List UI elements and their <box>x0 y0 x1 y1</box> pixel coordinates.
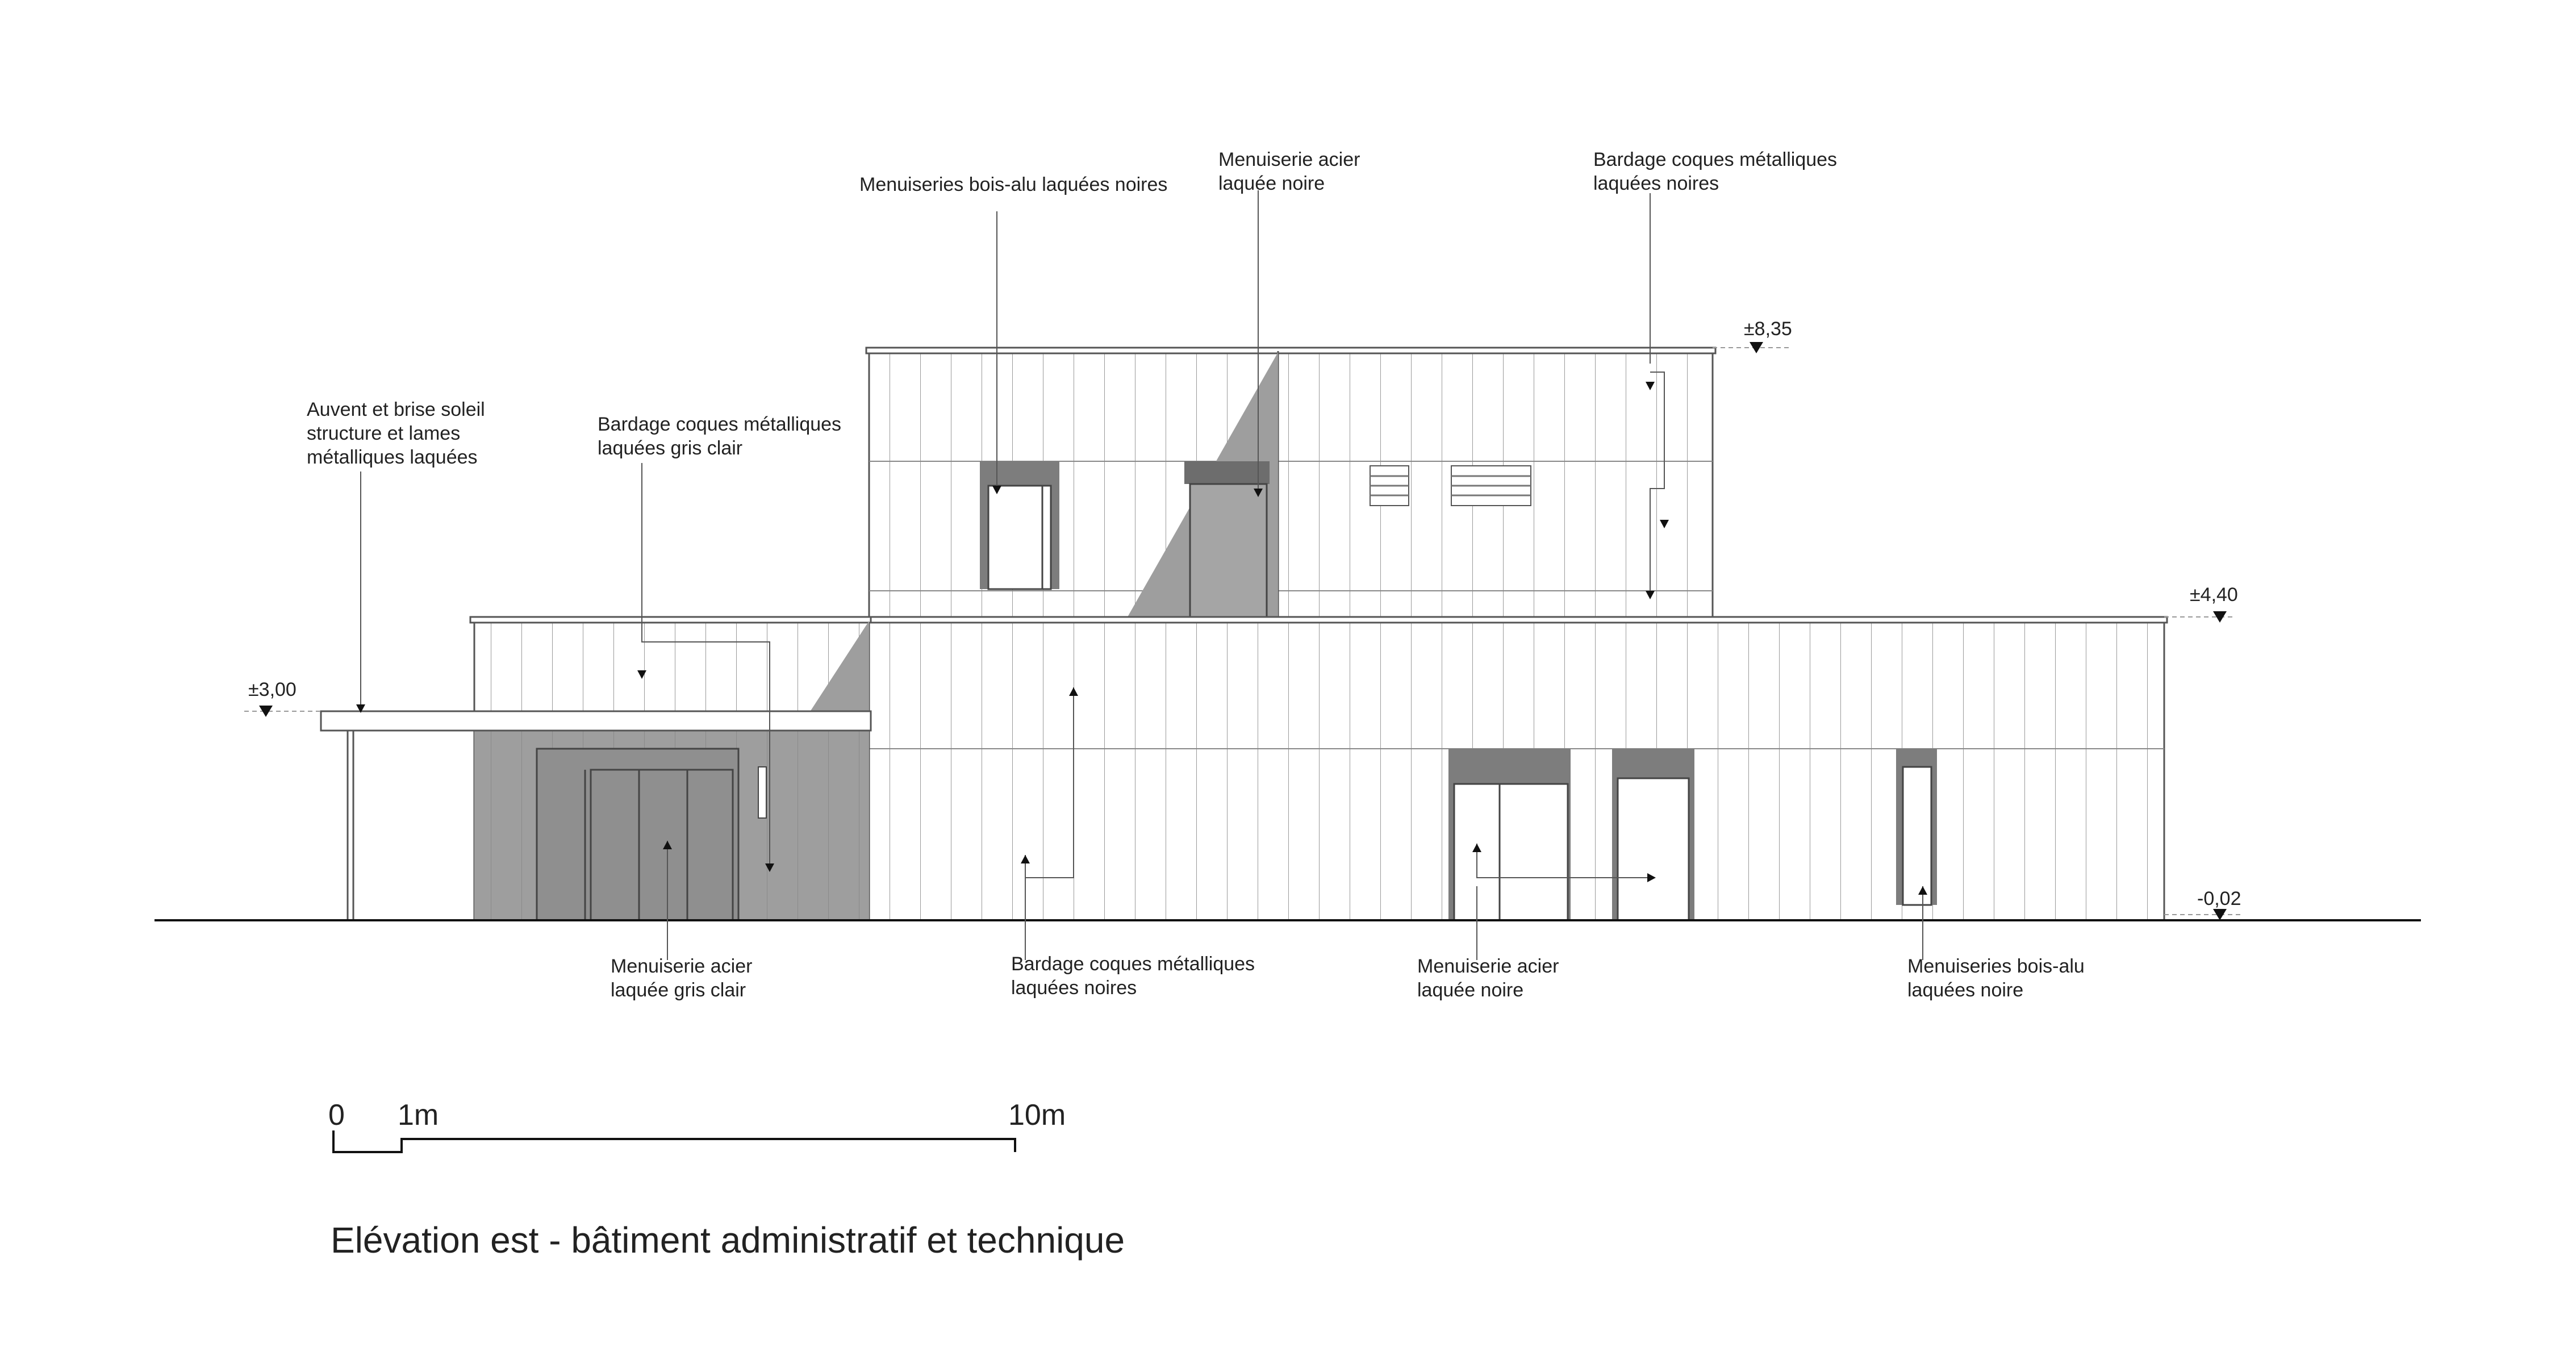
left-volume <box>470 617 871 920</box>
annot-auvent-3: métalliques laquées <box>307 447 478 468</box>
door-acier-gris <box>537 749 766 920</box>
annot-acier-gris-2: laquée gris clair <box>611 979 746 1001</box>
level-marker-top <box>1713 318 1792 353</box>
level-mid-label: ±4,40 <box>2190 584 2238 606</box>
annot-bois-alu-bottom-2: laquées noire <box>1907 979 2024 1001</box>
window-bois-alu-top <box>980 461 1059 589</box>
annot-acier-top-2: laquée noire <box>1218 173 1325 194</box>
scale-bar <box>328 1099 1066 1152</box>
annot-acier-bottom-2: laquée noire <box>1417 979 1524 1001</box>
annot-bardage-noir-bottom-2: laquées noires <box>1011 977 1137 999</box>
scale-zero: 0 <box>328 1099 345 1132</box>
annot-bardage-gris-2: laquées gris clair <box>598 437 743 459</box>
upper-volume <box>866 348 1715 617</box>
door-acier-bottom-2 <box>1612 749 1694 920</box>
door-acier-top <box>1184 461 1270 617</box>
level-top-label: ±8,35 <box>1744 318 1792 340</box>
scale-ten: 10m <box>1008 1099 1066 1132</box>
window-bois-alu-bottom <box>1896 749 1937 905</box>
annot-bois-alu-bottom-1: Menuiseries bois-alu <box>1907 956 2085 977</box>
annot-bardage-noir-top-2: laquées noires <box>1593 173 1719 194</box>
level-ground-label: -0,02 <box>2197 888 2241 909</box>
drawing-title: Elévation est - bâtiment administratif et technique <box>331 1220 1125 1261</box>
annot-bois-alu-top: Menuiseries bois-alu laquées noires <box>859 174 1168 195</box>
level-marker-ground <box>2164 888 2241 920</box>
scale-one: 1m <box>398 1099 439 1132</box>
door-acier-bottom-1 <box>1448 749 1571 920</box>
lower-volume <box>866 617 2167 920</box>
annot-bardage-noir-bottom-1: Bardage coques métalliques <box>1011 953 1255 975</box>
annot-acier-gris-1: Menuiserie acier <box>611 956 753 977</box>
annot-acier-bottom-1: Menuiserie acier <box>1417 956 1559 977</box>
level-marker-mid <box>2164 584 2238 623</box>
annot-auvent-2: structure et lames <box>307 423 461 444</box>
annot-acier-top-1: Menuiserie acier <box>1218 149 1360 170</box>
annot-bardage-noir-top-1: Bardage coques métalliques <box>1593 149 1838 170</box>
annot-bardage-gris-1: Bardage coques métalliques <box>598 414 842 435</box>
level-marker-canopy <box>244 679 321 717</box>
annot-auvent-1: Auvent et brise soleil <box>307 399 485 420</box>
level-canopy-label: ±3,00 <box>248 679 297 700</box>
